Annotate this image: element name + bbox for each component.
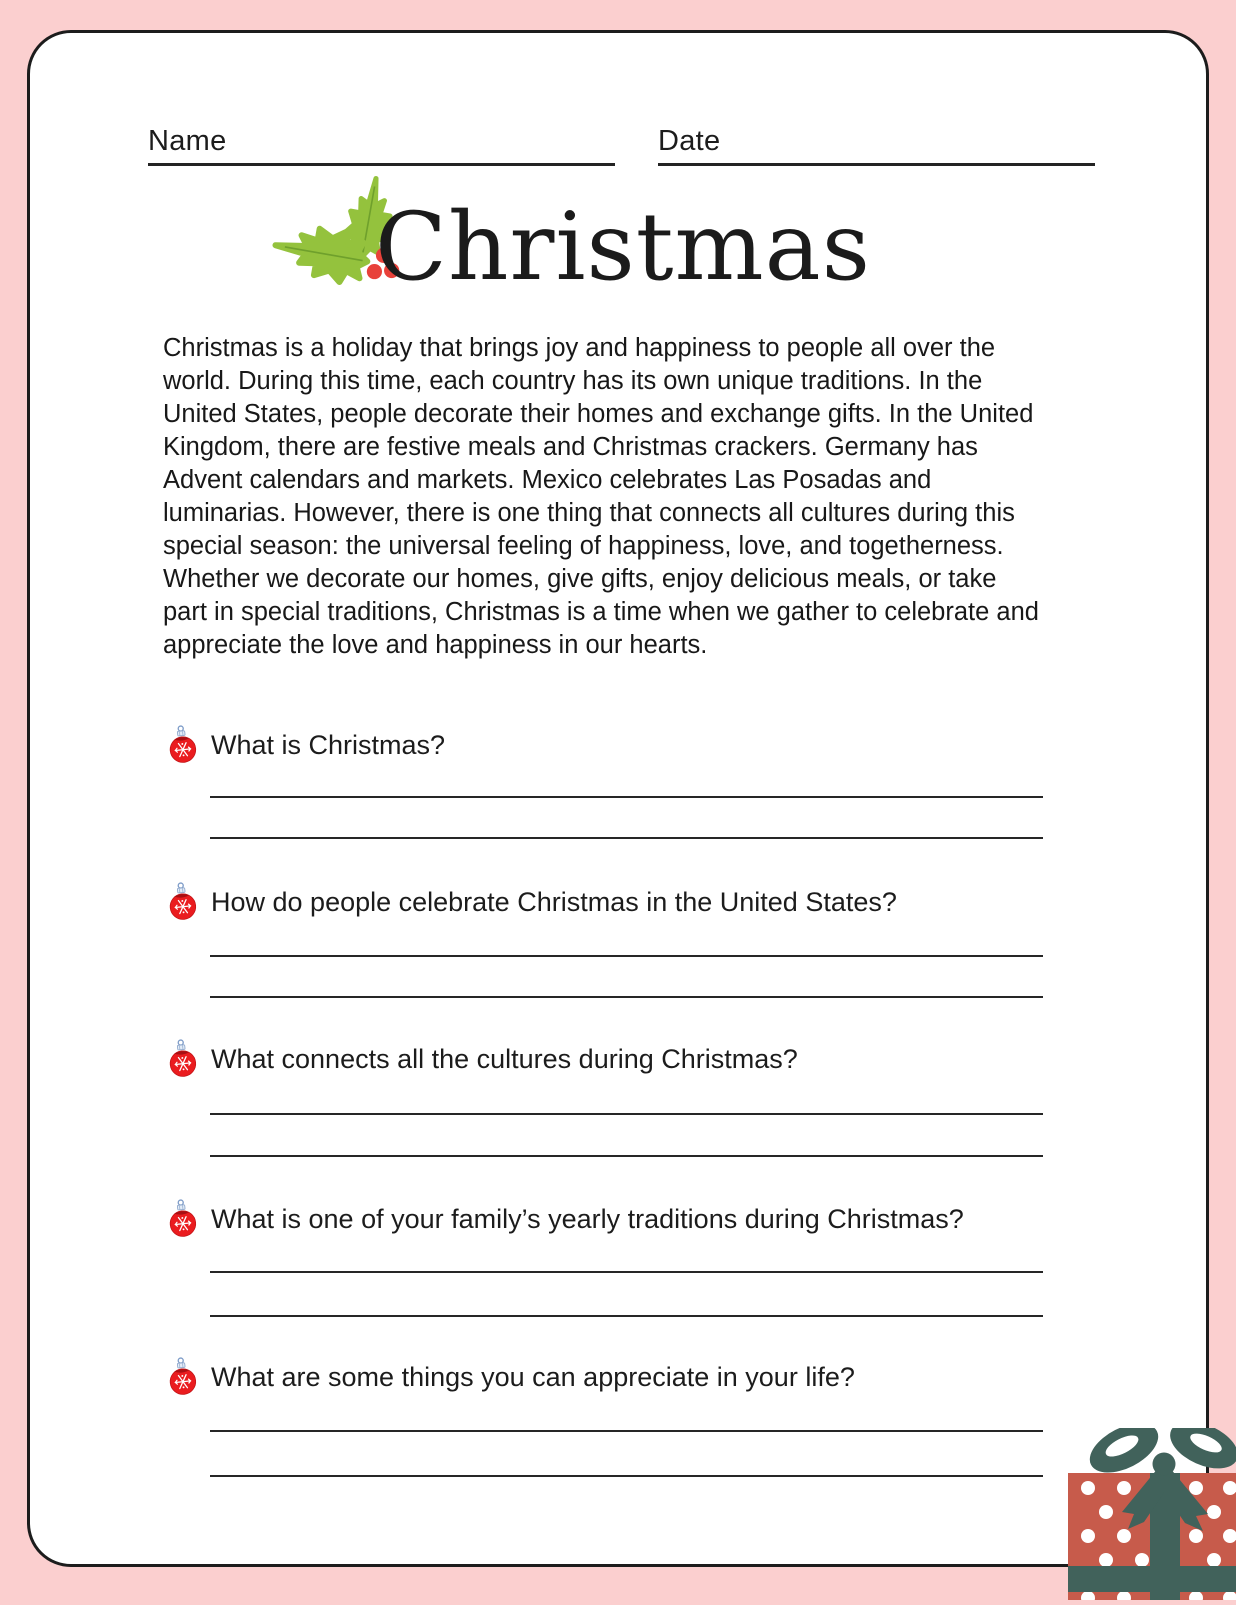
date-label: Date <box>658 125 721 157</box>
ornament-icon <box>168 882 197 923</box>
name-label: Name <box>148 125 227 157</box>
page-title: Christmas <box>375 193 871 302</box>
answer-line[interactable] <box>210 996 1043 998</box>
reading-passage: Christmas is a holiday that brings joy and happiness to people all over the world. During this time, each country has its own unique traditions. In the United States, people decorate their homes and exchange gifts. In the United Kingdom, there are festive meals and Christmas crackers. Germany has Advent calendars and markets. Mexico celebrates Las Posadas and luminarias. However, there is one thing that connects all cultures during this special season: the universal feeling of happiness, love, and togetherness. Whether we decorate our homes, give gifts, enjoy delicious meals, or take part in special traditions, Christmas is a time when we gather to celebrate and appreciate the love and happiness in our hearts. <box>163 334 1039 659</box>
ornament-icon <box>168 1039 197 1080</box>
question-row-1 <box>168 722 445 768</box>
answer-line[interactable] <box>210 1430 1043 1432</box>
question-text: What are some things you can appreciate in your life? <box>211 1361 855 1392</box>
ornament-icon <box>168 1199 197 1240</box>
answer-line[interactable] <box>210 837 1043 839</box>
answer-line[interactable] <box>210 1315 1043 1317</box>
gift-box-icon <box>1066 1428 1236 1600</box>
question-text: What connects all the cultures during Christmas? <box>211 1043 798 1074</box>
ornament-icon <box>168 725 197 766</box>
answer-line[interactable] <box>210 955 1043 957</box>
question-text: What is Christmas? <box>211 729 446 760</box>
answer-line[interactable] <box>210 1271 1043 1273</box>
question-row-4 <box>168 1196 964 1242</box>
question-text: How do people celebrate Christmas in the United States? <box>211 886 897 917</box>
answer-line[interactable] <box>210 1155 1043 1157</box>
question-row-3 <box>168 1036 798 1082</box>
date-input-line[interactable] <box>658 163 1095 166</box>
question-row-2 <box>168 879 897 925</box>
ornament-icon <box>168 1357 197 1398</box>
answer-line[interactable] <box>210 796 1043 798</box>
answer-line[interactable] <box>210 1113 1043 1115</box>
worksheet-page <box>27 30 1209 1567</box>
answer-line[interactable] <box>210 1475 1043 1477</box>
question-row-5 <box>168 1354 855 1400</box>
name-input-line[interactable] <box>148 163 615 166</box>
question-text: What is one of your family’s yearly traditions during Christmas? <box>211 1203 964 1234</box>
